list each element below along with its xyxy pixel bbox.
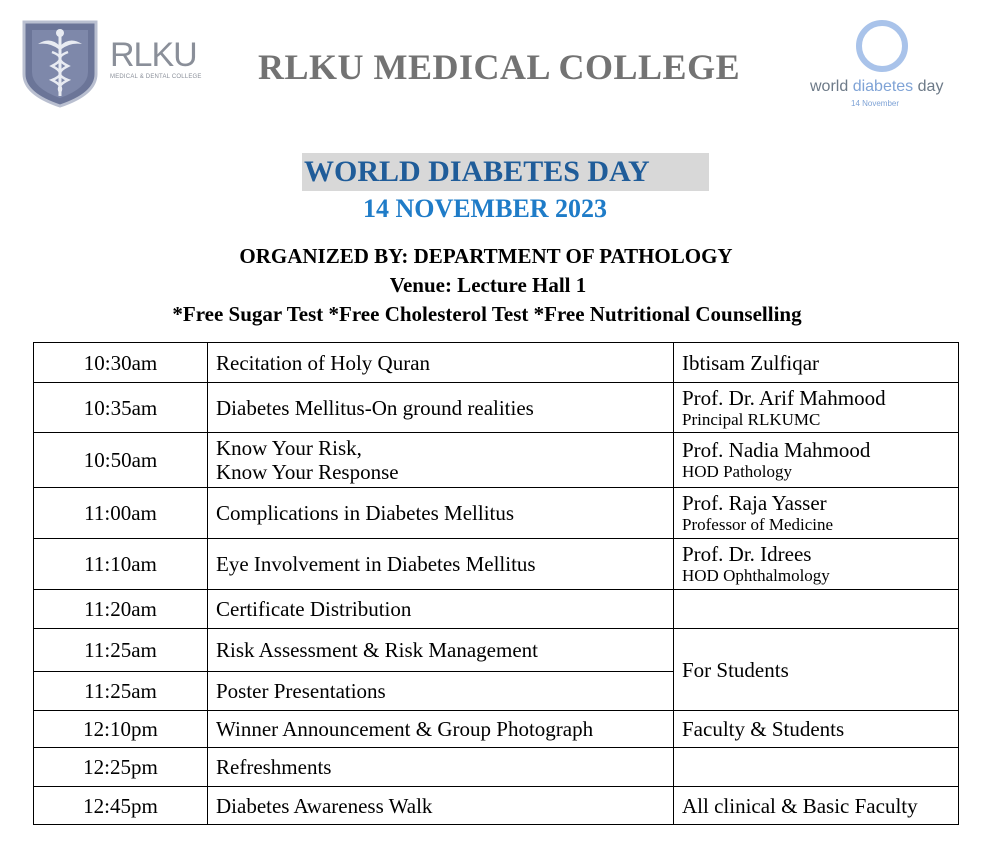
- schedule-table: [33, 342, 959, 825]
- speaker-role: Professor of Medicine: [682, 515, 834, 534]
- speaker-name: Prof. Dr. Arif Mahmood: [682, 385, 886, 410]
- speaker-cell: All clinical & Basic Faculty: [674, 787, 959, 825]
- table-row: [34, 343, 959, 383]
- time-cell: 11:25am: [34, 672, 208, 711]
- logo-name: RLKU: [110, 36, 197, 74]
- speaker-cell: [674, 748, 959, 787]
- table-row: [34, 488, 959, 539]
- table-row: [34, 433, 959, 488]
- organizer-line: ORGANIZED BY: DEPARTMENT OF PATHOLOGY: [239, 244, 733, 268]
- time-cell: 11:20am: [34, 590, 208, 629]
- topic-cell: Diabetes Mellitus-On ground realities: [208, 383, 674, 433]
- time-cell: 10:35am: [34, 383, 208, 433]
- topic-cell: Poster Presentations: [208, 672, 674, 711]
- college-logo: [18, 18, 218, 110]
- table-row: [34, 539, 959, 590]
- event-title-text: WORLD DIABETES DAY: [304, 155, 650, 188]
- speaker-role: HOD Pathology: [682, 462, 793, 481]
- time-cell: 11:10am: [34, 539, 208, 590]
- topic-cell: Refreshments: [208, 748, 674, 787]
- topic-cell: Diabetes Awareness Walk: [208, 787, 674, 825]
- topic-cell: Complications in Diabetes Mellitus: [208, 488, 674, 539]
- speaker-cell: Faculty & Students: [674, 711, 959, 748]
- time-cell: 12:25pm: [34, 748, 208, 787]
- speaker-cell: [674, 343, 959, 383]
- time-cell: 10:30am: [34, 343, 208, 383]
- time-cell: 12:10pm: [34, 711, 208, 748]
- wdd-day: day: [917, 78, 944, 95]
- caduceus-shield-icon: [18, 18, 102, 108]
- event-date: 14 NOVEMBER 2023: [362, 194, 608, 223]
- table-row: [34, 629, 959, 672]
- speaker-cell: [674, 433, 959, 488]
- time-cell: 10:50am: [34, 433, 208, 488]
- wdd-logo-date: 14 November: [851, 99, 900, 108]
- wdd-logo-text: [810, 78, 943, 96]
- topic-line: Know Your Risk,: [216, 436, 362, 460]
- table-row: [34, 787, 959, 825]
- logo-subtitle: MEDICAL & DENTAL COLLEGE: [110, 74, 202, 80]
- topic-cell: Eye Involvement in Diabetes Mellitus: [208, 539, 674, 590]
- college-title: RLKU MEDICAL COLLEGE: [258, 47, 741, 87]
- speaker-cell: For Students: [674, 629, 959, 711]
- topic-cell: Recitation of Holy Quran: [208, 343, 674, 383]
- speaker-name: Prof. Dr. Idrees: [682, 542, 812, 566]
- speaker-role: HOD Ophthalmology: [682, 566, 830, 585]
- speaker-name: Ibtisam Zulfiqar: [682, 350, 820, 375]
- table-row: [34, 748, 959, 787]
- services-line: *Free Sugar Test *Free Cholesterol Test *Free Nutritional Counselling: [172, 302, 802, 326]
- time-cell: 12:45pm: [34, 787, 208, 825]
- blue-circle-icon: [854, 18, 910, 74]
- speaker-cell: [674, 383, 959, 433]
- wdd-diabetes: diabetes: [852, 78, 914, 95]
- speaker-cell: [674, 590, 959, 629]
- world-diabetes-day-logo: [806, 18, 966, 114]
- topic-cell: [208, 433, 674, 488]
- table-row: [34, 711, 959, 748]
- speaker-name: Prof. Nadia Mahmood: [682, 438, 871, 462]
- time-cell: 11:00am: [34, 488, 208, 539]
- topic-cell: Risk Assessment & Risk Management: [208, 629, 674, 672]
- speaker-cell: [674, 539, 959, 590]
- topic-cell: Certificate Distribution: [208, 590, 674, 629]
- speaker-cell: [674, 488, 959, 539]
- topic-cell: Winner Announcement & Group Photograph: [208, 711, 674, 748]
- venue-line: Venue: Lecture Hall 1: [389, 273, 587, 297]
- table-row: [34, 590, 959, 629]
- topic-line: Know Your Response: [216, 460, 399, 484]
- speaker-name: Prof. Raja Yasser: [682, 491, 827, 515]
- time-cell: 11:25am: [34, 629, 208, 672]
- event-title: [302, 153, 709, 191]
- wdd-world: world: [810, 78, 849, 95]
- table-row: [34, 383, 959, 433]
- speaker-role: Principal RLKUMC: [682, 409, 821, 429]
